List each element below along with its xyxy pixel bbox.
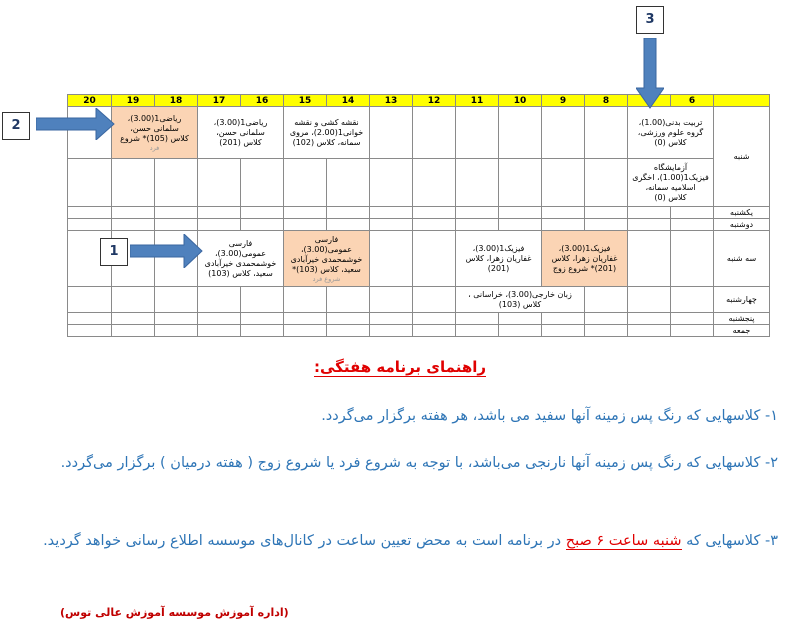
callout-2: 2 <box>2 112 30 140</box>
day-label-tuesday: سه شنبه <box>714 231 770 287</box>
hour-header: 8 <box>585 95 628 107</box>
class-cell-physics: فیزیک1(3.00)، غفاریان زهرا، کلاس (201) <box>456 231 542 287</box>
wednesday-row <box>68 287 770 313</box>
day-label-monday: دوشنبه <box>714 219 770 231</box>
hour-header: 19 <box>112 95 155 107</box>
hour-header: 17 <box>198 95 241 107</box>
day-label-thursday: پنجشنبه <box>714 313 770 325</box>
callout-3: 3 <box>636 6 664 34</box>
hour-header: 18 <box>155 95 198 107</box>
schedule-table <box>67 94 770 337</box>
footer-signature: (اداره آموزش موسسه آموزش عالی توس) <box>60 606 289 619</box>
guide-item-3 <box>30 528 778 555</box>
class-cell-physics-orange: فیزیک1(3.00)، غفاریان زهرا، کلاس (201)* شروع زوج <box>542 231 628 287</box>
callout-1: 1 <box>100 238 128 266</box>
hour-header: 10 <box>499 95 542 107</box>
hour-header: 6 <box>671 95 714 107</box>
arrow-right-icon <box>36 108 116 140</box>
class-cell-math-orange <box>112 107 198 159</box>
class-start-note: شروع فرد <box>312 274 341 283</box>
arrow-right-icon <box>130 234 204 268</box>
guide-title-text: راهنمای برنامه هفتگی: <box>313 358 486 376</box>
class-start-note: فرد <box>149 143 160 152</box>
hour-header: 12 <box>413 95 456 107</box>
friday-row <box>68 325 770 337</box>
day-label-sunday: یکشنبه <box>714 207 770 219</box>
saturday-row-2 <box>68 159 770 207</box>
monday-row <box>68 219 770 231</box>
guide-item-1: ۱- کلاسهایی که رنگ پس زمینه آنها سفید می باشد، هر هفته برگزار می‌گردد. <box>321 408 778 424</box>
class-text: فارسی عمومی(3.00)، خوشمحمدی خیرآبادی سعید، کلاس (103)* <box>290 234 363 274</box>
class-cell-physical-education: تربیت بدنی(1.00)، گروه علوم ورزشی، کلاس (0) <box>628 107 714 159</box>
guide-item-3-pre: ۳- کلاسهایی که <box>681 533 778 549</box>
class-text: ریاضی1(3.00)، سلمانی حسن، کلاس (105)* شروع <box>120 113 189 143</box>
arrow-down-icon <box>636 38 664 110</box>
class-cell-english: زبان خارجی(3.00)، خراسانی ، کلاس (103) <box>456 287 585 313</box>
hour-header: 13 <box>370 95 413 107</box>
hour-header: 14 <box>327 95 370 107</box>
hour-header: 9 <box>542 95 585 107</box>
guide-title <box>0 358 800 376</box>
class-cell-persian: فارسی عمومی(3.00)، خوشمحمدی خیرآبادی سعید، کلاس (103) <box>198 231 284 287</box>
hour-header: 20 <box>68 95 112 107</box>
sunday-row <box>68 207 770 219</box>
class-cell-physics-lab: آزمایشگاه فیزیک1(1.00)، اخگری اسلامیه سمانه، کلاس (0) <box>628 159 714 207</box>
guide-item-2: ۲- کلاسهایی که رنگ پس زمینه آنها نارنجی می‌باشد، با توجه به شروع فرد یا شروع زوج ( هفته درمیان ) برگزار می‌گردد. <box>60 455 778 471</box>
hour-header: 16 <box>241 95 284 107</box>
day-label-wednesday: چهارشنبه <box>714 287 770 313</box>
guide-item-3-post: در برنامه است به محض تعیین ساعت در کانال‌های موسسه اطلاع رسانی خواهد گردید. <box>43 533 566 549</box>
guide-item-3-highlight: شنبه ساعت ۶ صبح <box>565 533 682 549</box>
hour-header: 11 <box>456 95 499 107</box>
day-label-friday: جمعه <box>714 325 770 337</box>
class-cell-math: ریاضی1(3.00)، سلمانی حسن، کلاس (201) <box>198 107 284 159</box>
day-label-saturday: شنبه <box>714 107 770 207</box>
class-cell-persian-orange <box>284 231 370 287</box>
day-header-corner <box>714 95 770 107</box>
thursday-row <box>68 313 770 325</box>
saturday-row-1 <box>68 107 770 159</box>
hour-header: 15 <box>284 95 327 107</box>
class-cell-drawing: نقشه کشی و نقشه خوانی1(2.00)، مروی سمانه، کلاس (102) <box>284 107 370 159</box>
hour-header-row <box>68 95 770 107</box>
